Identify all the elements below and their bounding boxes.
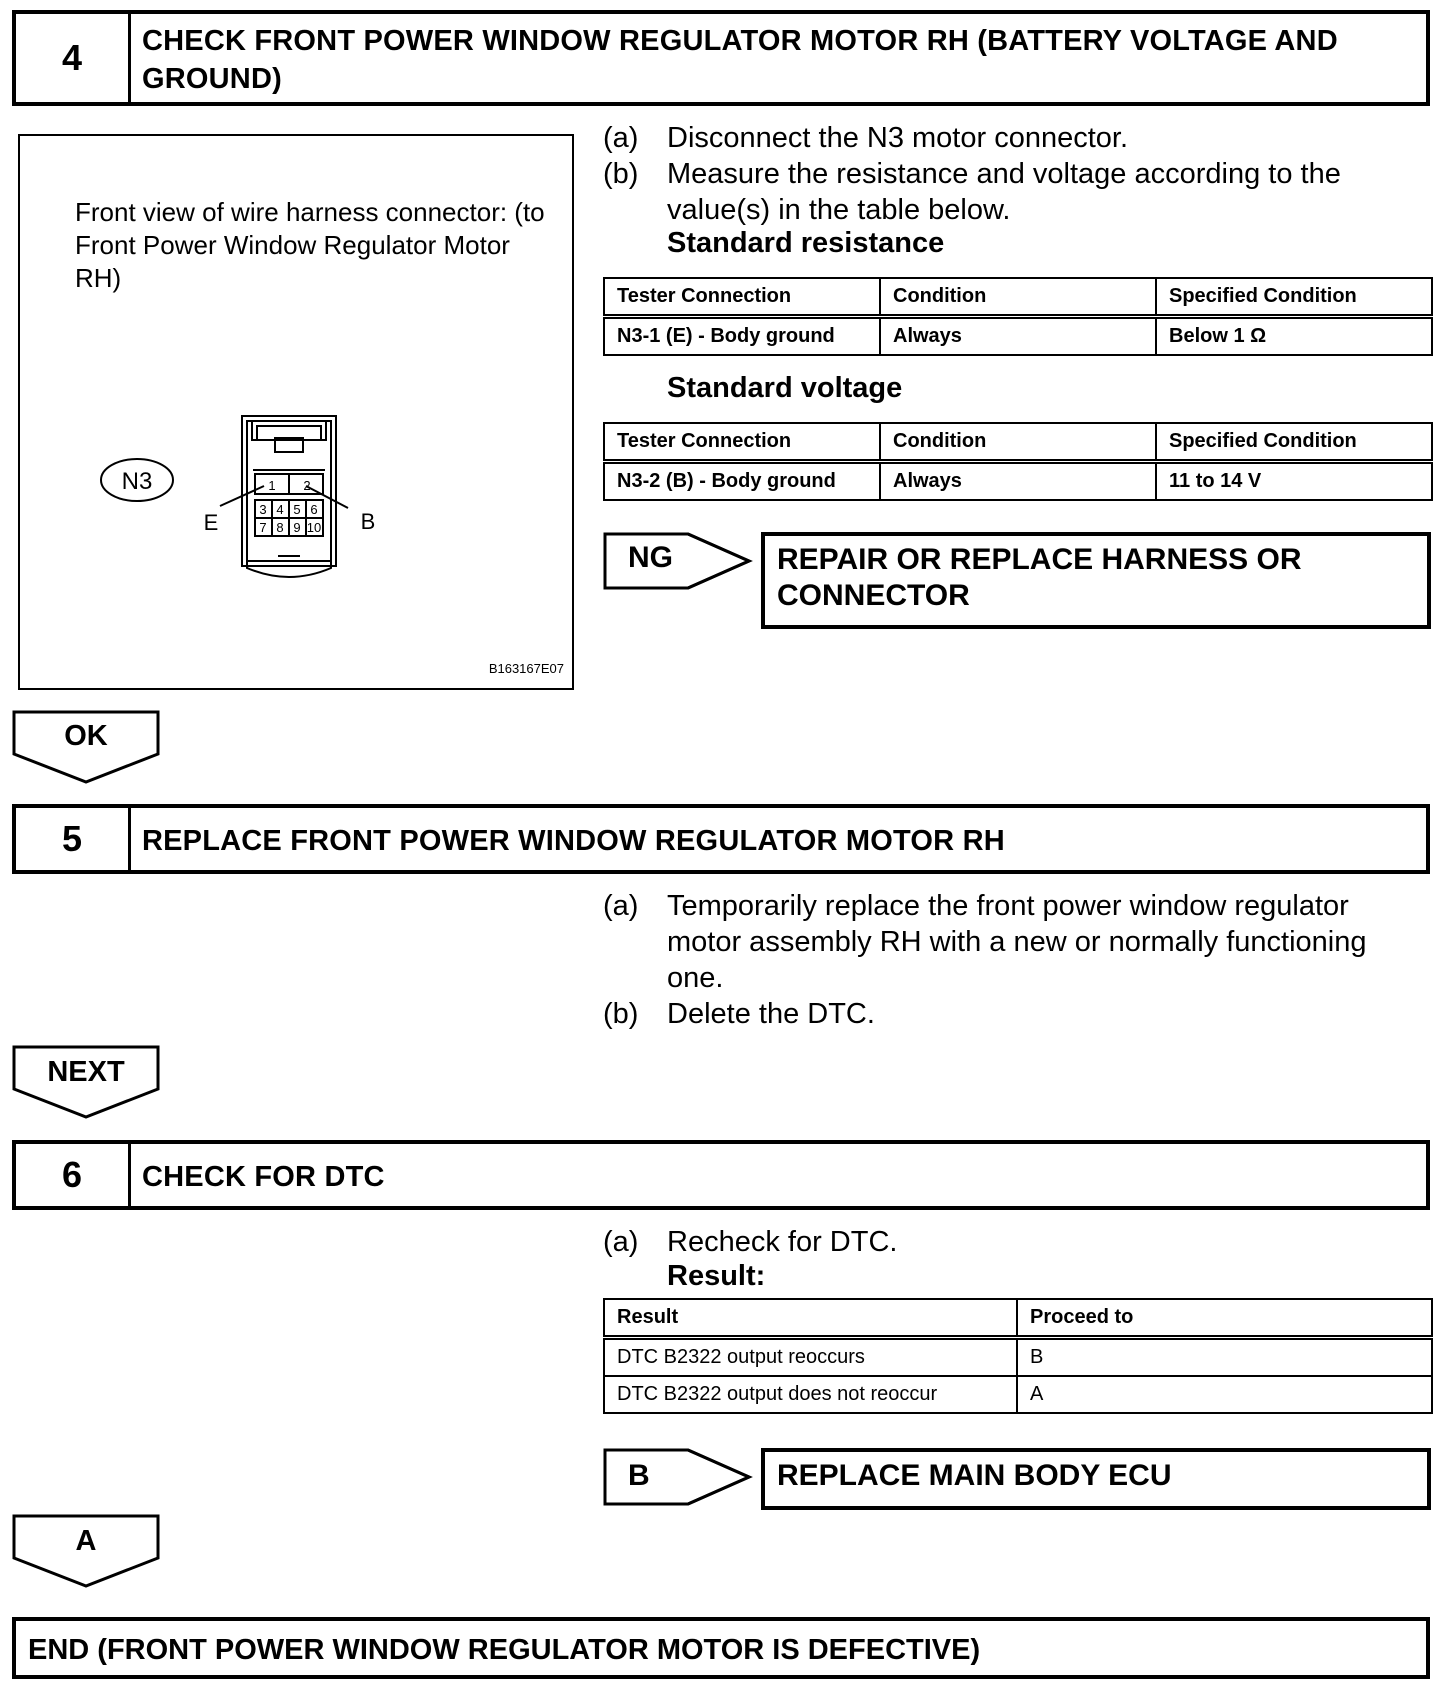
table-header-row bbox=[604, 278, 1432, 317]
table-cell: Always bbox=[880, 462, 1156, 501]
pin-4: 4 bbox=[276, 502, 284, 517]
instruction-text: Temporarily replace the front power window regulator motor assembly RH with a new or normally functioning one. bbox=[667, 890, 1367, 994]
table-header: Proceed to bbox=[1017, 1299, 1432, 1338]
table-cell: B bbox=[1017, 1338, 1432, 1377]
instruction-label: (a) bbox=[603, 890, 639, 922]
step-number: 5 bbox=[16, 808, 131, 870]
terminal-e-label: E bbox=[203, 510, 219, 535]
step-5-instructions bbox=[603, 888, 1413, 1032]
result-heading: Result: bbox=[667, 1260, 766, 1292]
b-action-box: REPLACE MAIN BODY ECU bbox=[761, 1448, 1431, 1510]
pin-10: 10 bbox=[306, 520, 322, 535]
end-box bbox=[12, 1617, 1430, 1679]
table-row bbox=[604, 1338, 1432, 1377]
table-cell: DTC B2322 output reoccurs bbox=[604, 1338, 1017, 1377]
table-row bbox=[604, 462, 1432, 501]
connector-diagram bbox=[20, 136, 572, 688]
step-title: CHECK FOR DTC bbox=[142, 1161, 385, 1193]
instruction-text: Measure the resistance and voltage according to the value(s) in the table below. bbox=[667, 158, 1341, 226]
step-title: CHECK FRONT POWER WINDOW REGULATOR MOTOR RH (BATTERY VOLTAGE AND GROUND) bbox=[142, 25, 1338, 95]
voltage-heading: Standard voltage bbox=[667, 372, 903, 404]
table-cell: 11 to 14 V bbox=[1156, 462, 1432, 501]
instruction-a bbox=[603, 1224, 1413, 1260]
instruction-text: Disconnect the N3 motor connector. bbox=[667, 122, 1129, 154]
table-header: Specified Condition bbox=[1156, 278, 1432, 317]
ng-action-box: REPAIR OR REPLACE HARNESS OR CONNECTOR bbox=[761, 532, 1431, 629]
step-5-header bbox=[12, 804, 1430, 874]
table-row bbox=[604, 1376, 1432, 1413]
pin-1: 1 bbox=[268, 478, 276, 493]
b-arrow-icon bbox=[603, 1448, 753, 1506]
b-label: B bbox=[628, 1459, 650, 1492]
instruction-text: Delete the DTC. bbox=[667, 998, 875, 1030]
instruction-b bbox=[603, 156, 1403, 228]
table-row bbox=[604, 317, 1432, 356]
step-number: 4 bbox=[16, 14, 131, 102]
step-6-instructions bbox=[603, 1224, 1413, 1260]
pin-9: 9 bbox=[293, 520, 301, 535]
terminal-b-label: B bbox=[360, 509, 376, 534]
figure-code: B163167E07 bbox=[488, 661, 564, 676]
pin-6: 6 bbox=[310, 502, 318, 517]
ok-label: OK bbox=[64, 720, 108, 752]
table-cell: Always bbox=[880, 317, 1156, 356]
table-header-row bbox=[604, 1299, 1432, 1338]
figure-caption: Front view of wire harness connector: (to Front Power Window Regulator Motor RH) bbox=[75, 197, 545, 293]
table-header: Result bbox=[604, 1299, 1017, 1338]
a-label: A bbox=[75, 1525, 97, 1557]
pin-3: 3 bbox=[259, 502, 267, 517]
instruction-label: (b) bbox=[603, 158, 639, 190]
connector-figure bbox=[18, 134, 574, 690]
ng-arrow-icon bbox=[603, 532, 753, 590]
table-cell: A bbox=[1017, 1376, 1432, 1413]
step-title: REPLACE FRONT POWER WINDOW REGULATOR MOTOR RH bbox=[142, 825, 1005, 857]
step-4-instructions bbox=[603, 120, 1403, 228]
pin-5: 5 bbox=[293, 502, 301, 517]
instruction-b bbox=[603, 996, 1413, 1032]
pin-8: 8 bbox=[276, 520, 284, 535]
instruction-text: Recheck for DTC. bbox=[667, 1226, 898, 1258]
instruction-label: (b) bbox=[603, 998, 639, 1030]
table-header: Tester Connection bbox=[604, 423, 880, 462]
instruction-label: (a) bbox=[603, 122, 639, 154]
table-header: Condition bbox=[880, 423, 1156, 462]
voltage-table bbox=[603, 422, 1433, 501]
step-6-header bbox=[12, 1140, 1430, 1210]
step-4-header bbox=[12, 10, 1430, 106]
end-title: END (FRONT POWER WINDOW REGULATOR MOTOR IS DEFECTIVE) bbox=[28, 1634, 981, 1666]
pin-2: 2 bbox=[303, 478, 311, 493]
table-header: Specified Condition bbox=[1156, 423, 1432, 462]
resistance-table bbox=[603, 277, 1433, 356]
table-cell: N3-2 (B) - Body ground bbox=[604, 462, 880, 501]
connector-body bbox=[220, 416, 348, 577]
table-header: Condition bbox=[880, 278, 1156, 317]
instruction-a bbox=[603, 888, 1413, 996]
table-cell: DTC B2322 output does not reoccur bbox=[604, 1376, 1017, 1413]
resistance-heading: Standard resistance bbox=[667, 227, 945, 259]
table-header: Tester Connection bbox=[604, 278, 880, 317]
instruction-a bbox=[603, 120, 1403, 156]
instruction-label: (a) bbox=[603, 1226, 639, 1258]
connector-id-label: N3 bbox=[121, 468, 153, 495]
pin-7: 7 bbox=[259, 520, 267, 535]
ng-label: NG bbox=[628, 541, 673, 574]
table-cell: Below 1 Ω bbox=[1156, 317, 1432, 356]
step-number: 6 bbox=[16, 1144, 131, 1206]
result-table bbox=[603, 1298, 1433, 1414]
table-header-row bbox=[604, 423, 1432, 462]
table-cell: N3-1 (E) - Body ground bbox=[604, 317, 880, 356]
next-label: NEXT bbox=[47, 1056, 125, 1088]
